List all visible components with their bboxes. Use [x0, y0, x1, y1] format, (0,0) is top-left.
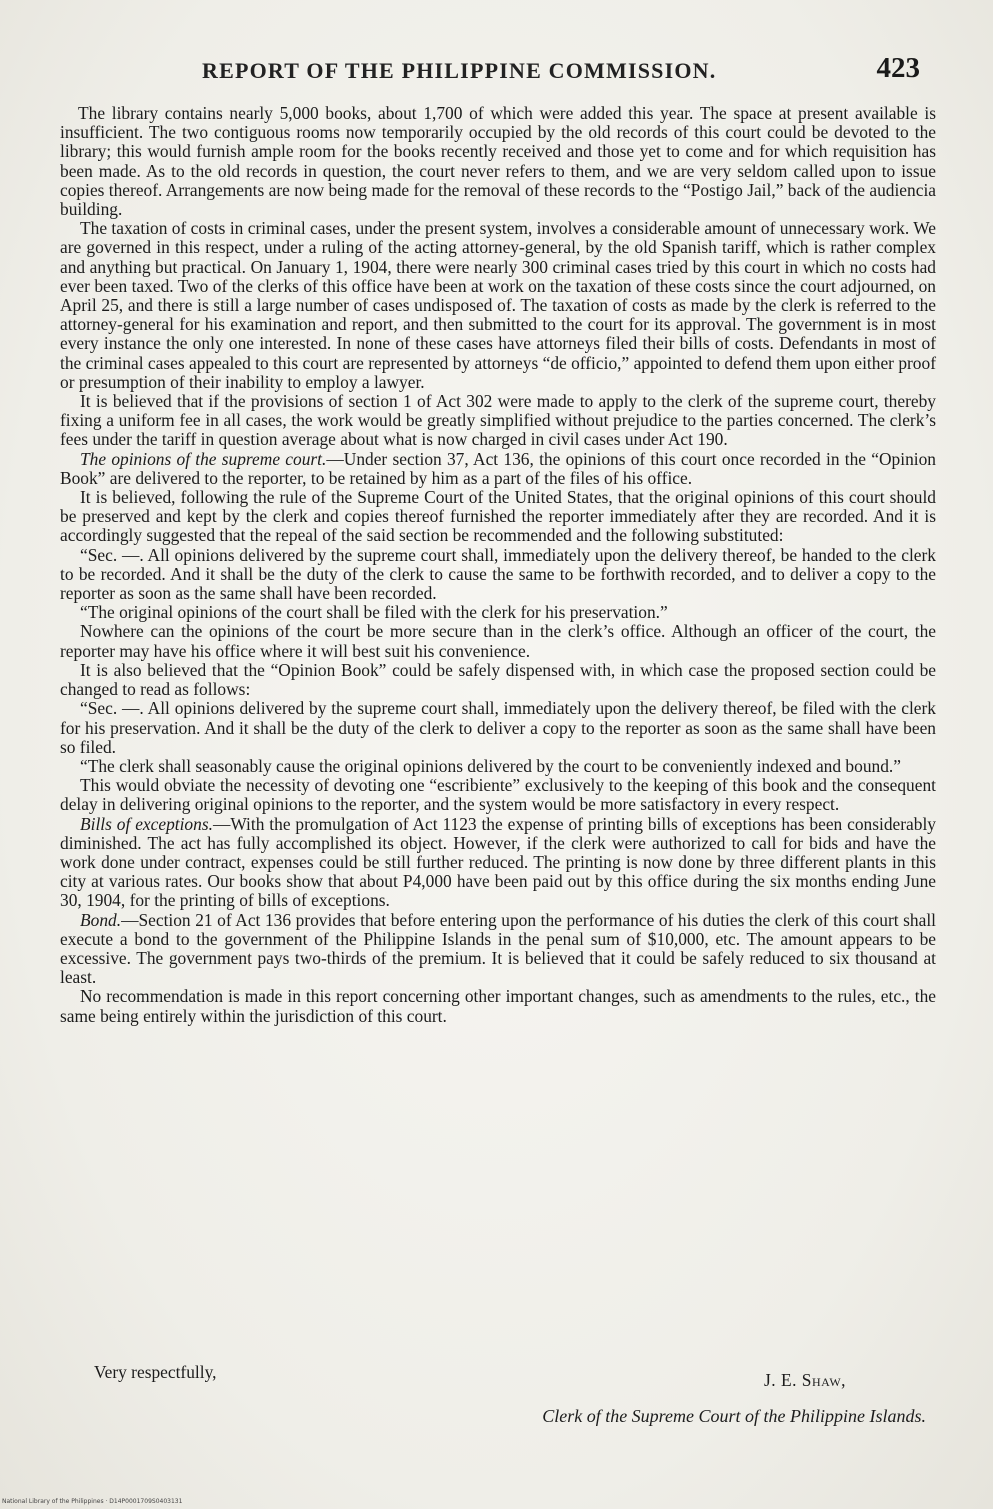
salutation: Very respectfully,: [94, 1362, 217, 1382]
paragraph-lead: The opinions of the supreme court.: [80, 448, 327, 469]
page-header: [150, 52, 920, 92]
paragraph-no-recommendation: No recommendation is made in this report concerning other important changes, such as amendments to the rules, etc., the same being entirely within the jurisdiction of this court.: [60, 986, 936, 1026]
body-text: [60, 104, 936, 1026]
paragraph-section-proposal-2: “Sec. —. All opinions delivered by the supreme court shall, immediately upon the delivery thereof, be filed with the clerk for his preservation. And it shall be the duty of the clerk to deliver a copy to the reporter as soon as the same shall have been so filed.: [60, 698, 936, 757]
closing-block: [60, 1362, 936, 1442]
paragraph-opinion-book: It is also believed that the “Opinion Book” could be safely dispensed with, in which case the proposed section could be changed to read as follows:: [60, 659, 936, 700]
paragraph-lead: Bills of exceptions.: [80, 813, 213, 834]
scan-footer-note: National Library of the Philippines · D14P0001709S0403131: [2, 1498, 183, 1505]
paragraph-original-opinions: “The original opinions of the court shall be filed with the clerk for his preservation.”: [80, 602, 668, 623]
paragraph-opinions: The opinions of the supreme court.—Under section 37, Act 136, the opinions of this court once recorded in the “Opinion Book” are delivered to the reporter, to be retained by him as a part of the files of his office.: [60, 448, 936, 488]
page-number: 423: [876, 52, 920, 84]
paragraph-library: The library contains nearly 5,000 books, about 1,700 of which were added this year. The space at present available is insufficient. The two contiguous rooms now temporarily occupied by the old records of this court could be devoted to the library; this would furnish ample room for the books recently received and those yet to come and for which requisition has been made. As to the old records in question, the court never refers to them, and we are very seldom called upon to issue copies thereof. Arrangements are now being made for the removal of these records to the “Postigo Jail,” back of the audiencia building.: [60, 103, 936, 220]
paragraph-taxation: The taxation of costs in criminal cases, under the present system, involves a considerable amount of unnecessary work. We are governed in this respect, under a ruling of the acting attorney-general, by the old Spanish tariff, which is rather complex and anything but practical. On January 1, 1904, there were nearly 300 criminal cases tried by this court in which no costs had ever been taxed. Two of the clerks of this office have been at work on the taxation of these costs since the court adjourned, on April 25, and there is still a large number of cases undisposed of. The taxation of costs as made by the clerk is referred to the attorney-general for his examination and report, and then submitted to the court for its approval. The government is in most every instance the only one interested. In none of these cases have attorneys filed their bills of costs. Defendants in most of the criminal cases appealed to this court are represented by attorneys “de officio,” appointed to defend them upon either proof or presumption of their inability to employ a lawyer.: [60, 218, 936, 392]
paragraph-bond: Bond.—Section 21 of Act 136 provides that before entering upon the performance of his duties the clerk of this court shall execute a bond to the government of the Philippine Islands in the penal sum of $10,000, etc. The amount appears to be excessive. The government pays two-thirds of the premium. It is believed that it could be safely reduced to six thousand at least.: [60, 909, 936, 988]
signer-title: Clerk of the Supreme Court of the Philippine Islands.: [542, 1406, 926, 1426]
paragraph-escribiente: This would obviate the necessity of devoting one “escribiente” exclusively to the keeping of this book and the consequent delay in delivering original opinions to the reporter, and the system would be more satisfactory in every respect.: [60, 775, 936, 815]
paragraph-supreme-court-rule: It is believed, following the rule of the Supreme Court of the United States, that the original opinions of this court should be preserved and kept by the clerk and copies thereof furnished the reporter immediately after they are recorded. And it is accordingly suggested that the repeal of the said section be recommended and the following substituted:: [60, 487, 936, 546]
paragraph-indexed-bound: “The clerk shall seasonably cause the original opinions delivered by the court to be conveniently indexed and bound.”: [80, 755, 901, 776]
paragraph-bills-of-exceptions: Bills of exceptions.—With the promulgation of Act 1123 the expense of printing bills of exceptions has been considerably diminished. The act has fully accomplished its object. However, if the clerk were authorized to call for bids and have the work done under contract, expenses could be still further reduced. The printing is now done by three different plants in this city at various rates. Our books show that about P4,000 have been paid out by this office during the six months ending June 30, 1904, for the printing of bills of exceptions.: [60, 813, 936, 911]
paragraph-act-302: It is believed that if the provisions of section 1 of Act 302 were made to apply to the clerk of the supreme court, thereby fixing a uniform fee in all cases, the work would be greatly simplified without prejudice to the parties concerned. The clerk’s fees under the tariff in question average about what is now charged in civil cases under Act 190.: [60, 391, 936, 450]
paragraph-clerks-office: Nowhere can the opinions of the court be more secure than in the clerk’s office. Although an officer of the court, the reporter may have his office where it will best suit his convenience.: [60, 621, 936, 661]
signer-name: J. E. Shaw,: [764, 1370, 846, 1390]
paragraph-lead: Bond.: [80, 909, 122, 930]
running-head: REPORT OF THE PHILIPPINE COMMISSION.: [202, 58, 717, 83]
paragraph-section-proposal-1: “Sec. —. All opinions delivered by the supreme court shall, immediately upon the delivery thereof, be handed to the clerk to be recorded. And it shall be the duty of the clerk to cause the same to be forthwith recorded, and to deliver a copy to the reporter as soon as the same shall have been recorded.: [60, 544, 936, 604]
